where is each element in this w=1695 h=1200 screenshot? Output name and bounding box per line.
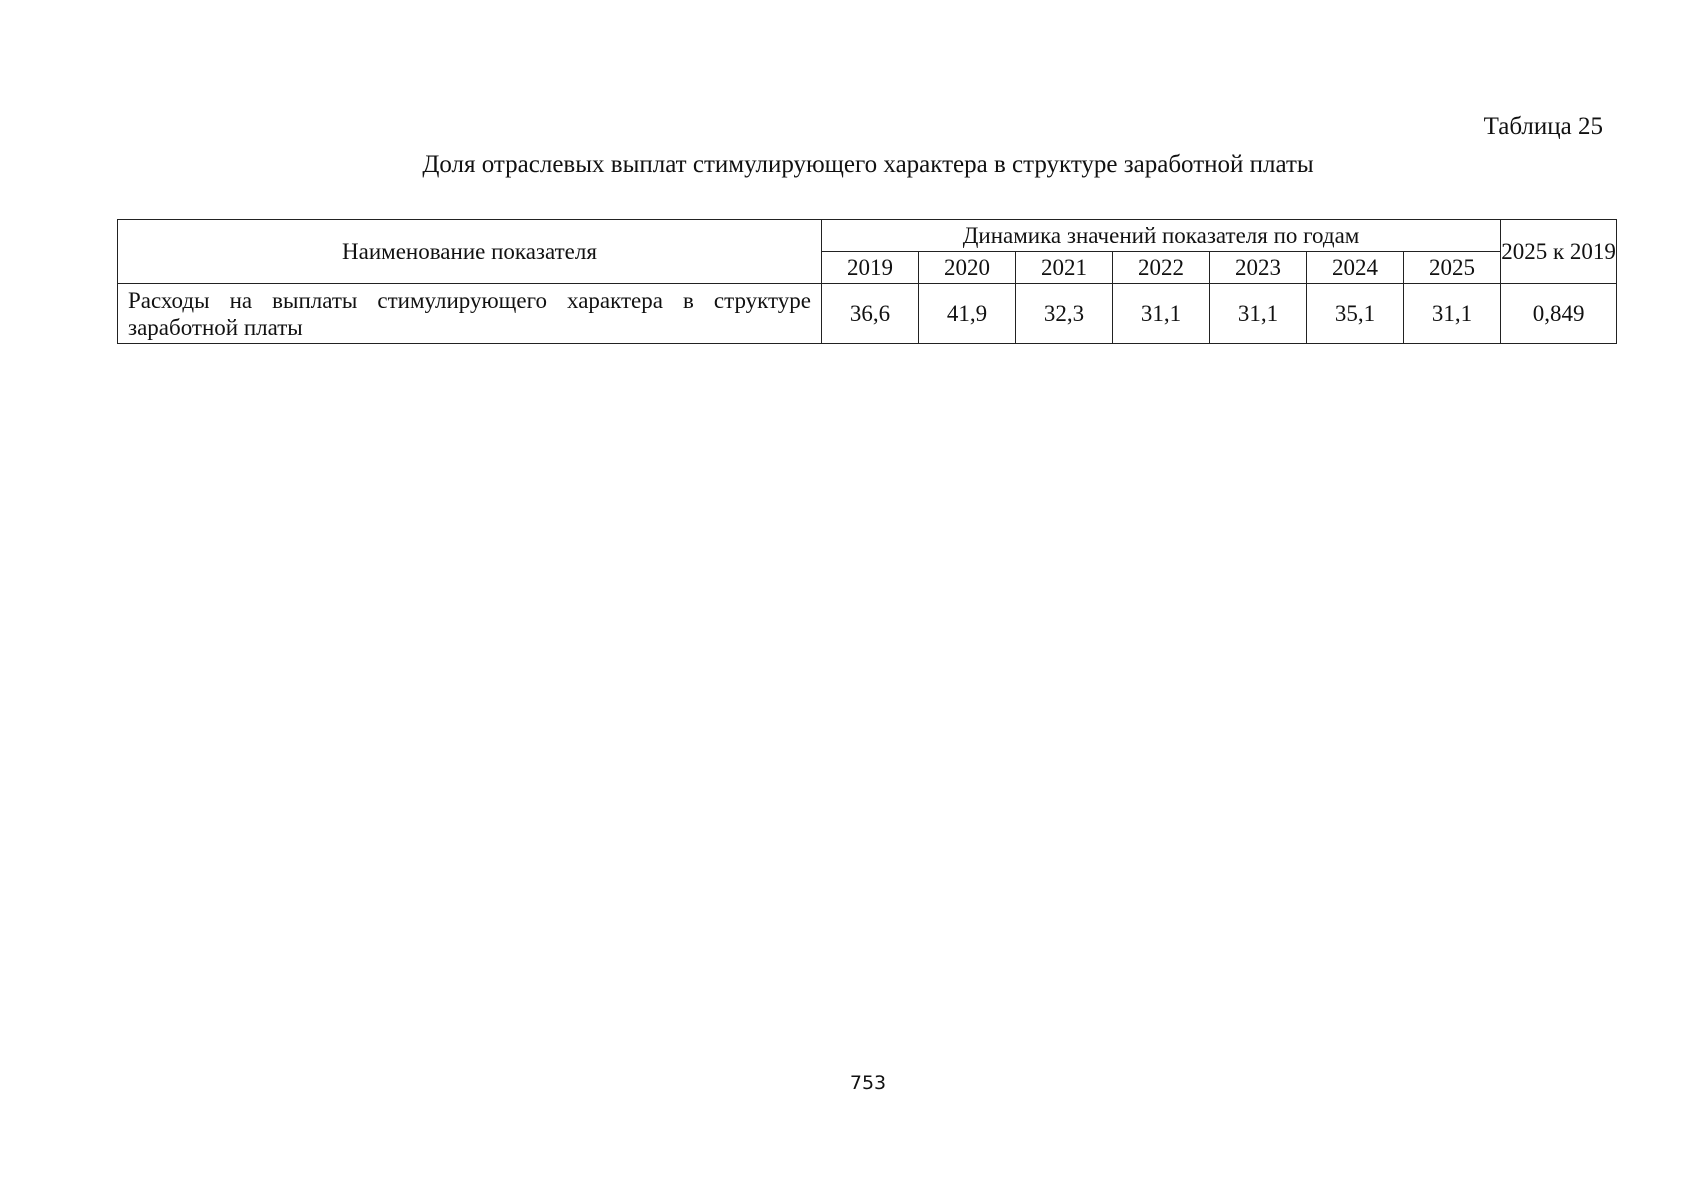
header-year: 2025 <box>1404 252 1501 284</box>
row-ratio: 0,849 <box>1501 284 1617 344</box>
header-indicator-name: Наименование показателя <box>118 220 822 284</box>
row-value: 32,3 <box>1016 284 1113 344</box>
header-year: 2020 <box>919 252 1016 284</box>
row-value: 31,1 <box>1113 284 1210 344</box>
row-indicator-name: Расходы на выплаты стимулирующего характера в структуре заработной платы <box>118 284 822 344</box>
header-year: 2019 <box>822 252 919 284</box>
data-table <box>117 219 1617 344</box>
header-dynamics: Динамика значений показателя по годам <box>822 220 1501 252</box>
row-value: 31,1 <box>1404 284 1501 344</box>
table-row <box>118 284 1617 344</box>
header-year: 2021 <box>1016 252 1113 284</box>
table-number: Таблица 25 <box>1483 113 1603 140</box>
header-ratio: 2025 к 2019 <box>1501 220 1617 284</box>
header-year: 2022 <box>1113 252 1210 284</box>
header-row-1 <box>118 220 1617 252</box>
header-year: 2023 <box>1210 252 1307 284</box>
page-number: 753 <box>849 1072 887 1094</box>
row-value: 36,6 <box>822 284 919 344</box>
row-value: 35,1 <box>1307 284 1404 344</box>
row-value: 31,1 <box>1210 284 1307 344</box>
header-year: 2024 <box>1307 252 1404 284</box>
table-title: Доля отраслевых выплат стимулирующего характера в структуре заработной платы <box>422 151 1314 178</box>
row-value: 41,9 <box>919 284 1016 344</box>
